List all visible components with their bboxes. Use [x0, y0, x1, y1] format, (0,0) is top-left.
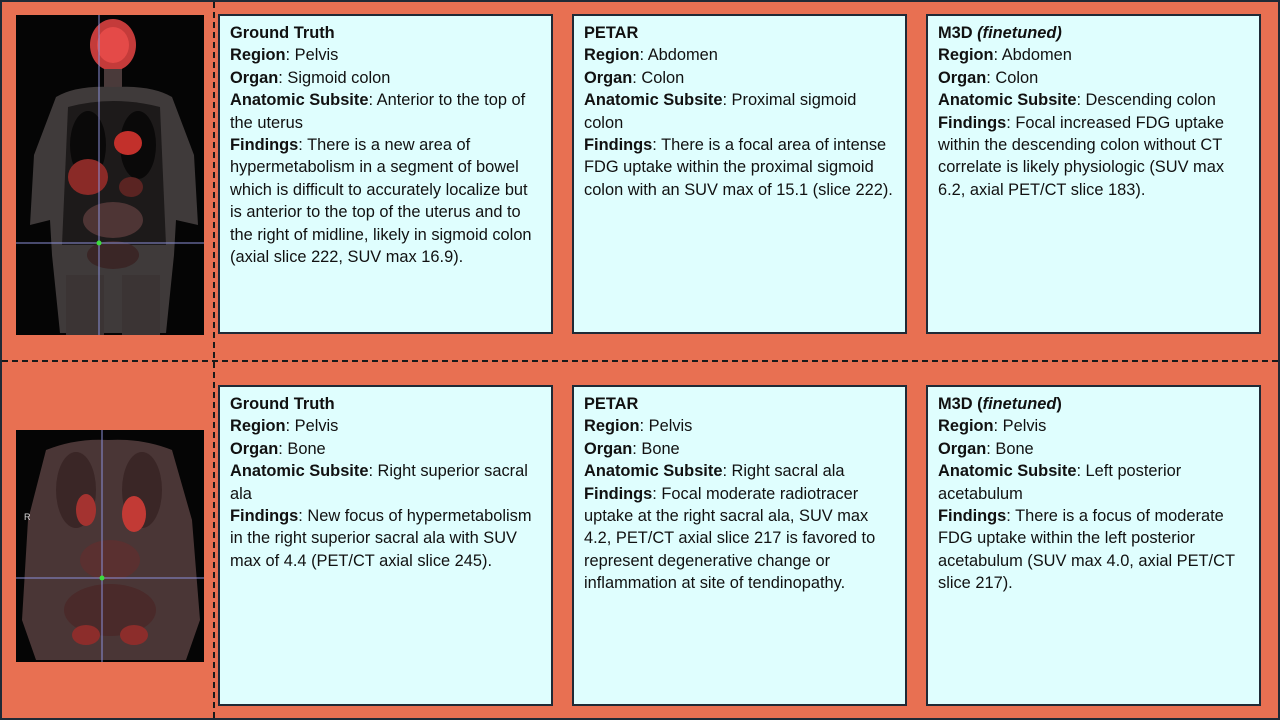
- findings-label: Findings: [584, 484, 653, 503]
- subsite-label: Anatomic Subsite: [938, 91, 1077, 110]
- findings-value: There is a focal area of intense FDG uptake within the proximal sigmoid colon with an SUV max of 15.1 (slice 222).: [584, 136, 893, 199]
- organ-label: Organ: [938, 439, 987, 458]
- figure-panel: [2, 2, 1278, 718]
- region-label: Region: [938, 417, 994, 436]
- findings-value: New focus of hypermetabolism in the right superior sacral ala with SUV max of 4.4 (PET/CT axial slice 245).: [230, 507, 532, 570]
- pet-ct-coronal-scan: [16, 430, 204, 662]
- findings-label: Findings: [584, 136, 653, 155]
- findings-value: There is a new area of hypermetabolism in a segment of bowel which is difficult to accurately localize but is anterior to the top of the uterus and to the right of midline, likely in sigmoid colon (axial slice 222, SUV max 16.9).: [230, 136, 532, 267]
- region-value: Abdomen: [1001, 46, 1072, 65]
- findings-label: Findings: [230, 507, 299, 526]
- subsite-label: Anatomic Subsite: [938, 462, 1077, 481]
- subsite-value: Descending colon: [1085, 91, 1216, 110]
- region-value: Pelvis: [294, 46, 339, 65]
- subsite-label: Anatomic Subsite: [230, 462, 369, 481]
- orientation-marker: R: [24, 512, 31, 522]
- subsite-value: Right sacral ala: [731, 462, 845, 481]
- column-divider: [213, 2, 215, 718]
- organ-label: Organ: [584, 68, 633, 87]
- region-label: Region: [938, 46, 994, 65]
- region-value: Pelvis: [294, 417, 339, 436]
- focus-marker: [100, 576, 105, 581]
- region-label: Region: [230, 46, 286, 65]
- organ-label: Organ: [584, 439, 633, 458]
- report-card-m3d: M3D (finetuned) Region: Abdomen Organ: Colon Anatomic Subsite: Descending colon Findings: Focal increased FDG uptake within the descending colon without CT correlate is likely physiologic (SUV max 6.2, axial PET/CT slice 183).: [926, 14, 1261, 334]
- subsite-value: Proximal sigmoid colon: [584, 91, 857, 132]
- region-value: Pelvis: [648, 417, 693, 436]
- report-card-ground-truth: Ground Truth Region: Pelvis Organ: Bone Anatomic Subsite: Right superior sacral ala Findings: New focus of hypermetabolism in the right superior sacral ala with SUV max of 4.4 (PET/CT axial slice 245).: [218, 385, 553, 706]
- subsite-label: Anatomic Subsite: [584, 91, 723, 110]
- organ-label: Organ: [938, 68, 987, 87]
- findings-value: Focal moderate radiotracer uptake at the right sacral ala, SUV max 4.2, PET/CT axial slice 217 is favored to represent degenerative change or inflammation at site of tendinopathy.: [584, 484, 876, 593]
- region-value: Pelvis: [1002, 417, 1047, 436]
- organ-value: Bone: [641, 439, 680, 458]
- model-name: PETAR: [584, 24, 639, 42]
- report-card-petar: PETAR Region: Pelvis Organ: Bone Anatomic Subsite: Right sacral ala Findings: Focal moderate radiotracer uptake at the right sacral ala, SUV max 4.2, PET/CT axial slice 217 is favored to represent degenerative change or inflammation at site of tendinopathy.: [572, 385, 907, 706]
- model-name: M3D (finetuned): [938, 395, 1062, 413]
- findings-label: Findings: [230, 136, 299, 155]
- organ-value: Bone: [995, 439, 1034, 458]
- pet-ct-scan-image-top: [16, 15, 204, 335]
- organ-value: Bone: [287, 439, 326, 458]
- organ-value: Colon: [995, 68, 1039, 87]
- findings-value: There is a focus of moderate FDG uptake within the left posterior acetabulum (SUV max 4.0, axial PET/CT slice 217).: [938, 507, 1235, 593]
- organ-label: Organ: [230, 439, 279, 458]
- model-name: Ground Truth: [230, 395, 335, 413]
- subsite-label: Anatomic Subsite: [230, 91, 369, 110]
- organ-value: Sigmoid colon: [287, 68, 391, 87]
- region-label: Region: [584, 46, 640, 65]
- subsite-value: Left posterior acetabulum: [938, 462, 1182, 503]
- subsite-value: Right superior sacral ala: [230, 462, 528, 503]
- row-divider: [2, 360, 1278, 362]
- organ-value: Colon: [641, 68, 685, 87]
- model-name: PETAR: [584, 395, 639, 413]
- pet-ct-scan-image-bottom: [16, 430, 204, 662]
- subsite-label: Anatomic Subsite: [584, 462, 723, 481]
- findings-label: Findings: [938, 507, 1007, 526]
- report-card-m3d: M3D (finetuned) Region: Pelvis Organ: Bone Anatomic Subsite: Left posterior acetabulum Findings: There is a focus of moderate FDG uptake within the left posterior acetabulum (SUV max 4.0, axial PET/CT slice 217).: [926, 385, 1261, 706]
- findings-value: Focal increased FDG uptake within the descending colon without CT correlate is likely physiologic (SUV max 6.2, axial PET/CT slice 183).: [938, 113, 1225, 199]
- model-name: Ground Truth: [230, 24, 335, 42]
- subsite-value: Anterior to the top of the uterus: [230, 91, 526, 132]
- model-name: M3D (finetuned): [938, 24, 1062, 42]
- report-card-ground-truth: Ground Truth Region: Pelvis Organ: Sigmoid colon Anatomic Subsite: Anterior to the top of the uterus Findings: There is a new area of hypermetabolism in a segment of bowel which is difficult to accurately localize but is anterior to the top of the uterus and to the right of midline, likely in sigmoid colon (axial slice 222, SUV max 16.9).: [218, 14, 553, 334]
- focus-marker: [97, 241, 102, 246]
- findings-label: Findings: [938, 113, 1007, 132]
- pet-ct-coronal-scan: [16, 15, 204, 335]
- region-value: Abdomen: [647, 46, 718, 65]
- region-label: Region: [230, 417, 286, 436]
- region-label: Region: [584, 417, 640, 436]
- report-card-petar: PETAR Region: Abdomen Organ: Colon Anatomic Subsite: Proximal sigmoid colon Findings: There is a focal area of intense FDG uptake within the proximal sigmoid colon with an SUV max of 15.1 (slice 222).: [572, 14, 907, 334]
- organ-label: Organ: [230, 68, 279, 87]
